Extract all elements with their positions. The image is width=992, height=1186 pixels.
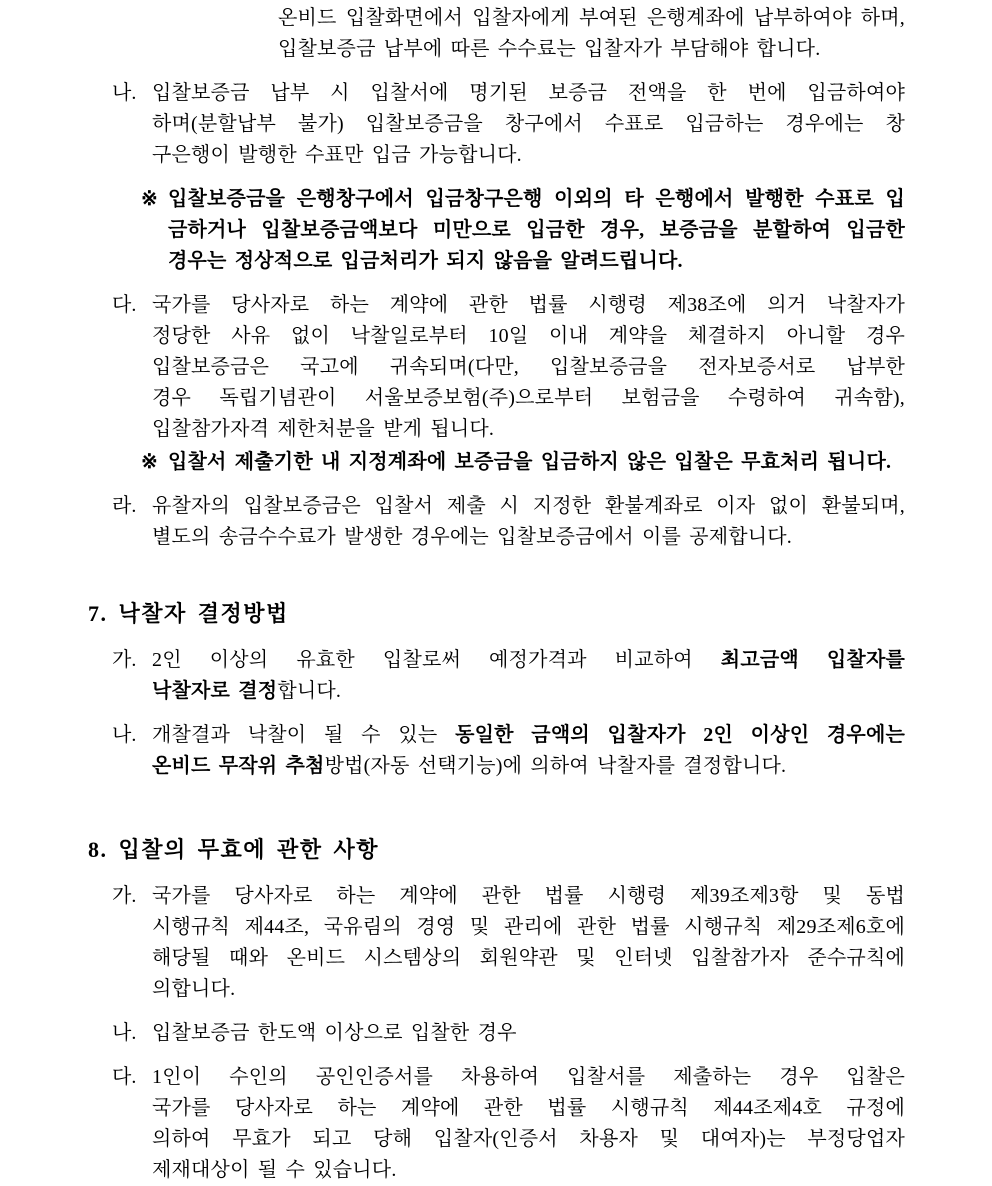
text-line [152,1062,905,1093]
text-segment: 입찰보증금 납부에 따른 수수료는 입찰자가 부담해야 합니다. [278,38,821,60]
text-segment: 낙찰자로 결정 [152,680,278,702]
text-line [168,246,905,277]
text-segment: 입찰참가자격 제한처분을 받게 됩니다. [152,418,495,440]
text-segment: 금하거나 입찰보증금액보다 미만으로 입금한 경우, 보증금을 분할하여 입금한 [168,219,905,241]
text-line [152,321,905,352]
list-item [0,290,905,445]
text-segment: 유찰자의 입찰보증금은 입찰서 제출 시 지정한 환불계좌로 이자 없이 환불되며, [152,495,905,517]
text-segment: 입찰서 제출기한 내 지정계좌에 보증금을 입금하지 않은 입찰은 무효처리 됩니다. [168,451,892,473]
continuation-paragraph [278,3,905,65]
text-segment: 입찰보증금은 국고에 귀속되며(다만, 입찰보증금을 전자보증서로 납부한 [152,356,905,378]
text-segment: 방법(자동 선택기능)에 의하여 낙찰자를 결정합니다. [324,755,787,777]
item-label: 다. [112,1066,137,1088]
text-segment: 입찰보증금을 은행창구에서 입금창구은행 이외의 타 은행에서 발행한 수표로 입 [168,188,905,210]
text-segment: 경우 독립기념관이 서울보증보험(주)으로부터 보험금을 수령하여 귀속함), [152,387,905,409]
item-label: 다. [112,294,137,316]
text-segment: 2인 이상의 유효한 입찰로써 예정가격과 비교하여 [152,649,721,671]
text-segment: 개찰결과 낙찰이 될 수 있는 [152,724,456,746]
item-label: 가. [112,885,137,907]
text-segment: 입찰보증금 납부 시 입찰서에 명기된 보증금 전액을 한 번에 입금하여야 [152,82,905,104]
text-line [168,447,905,478]
text-line [168,215,905,246]
text-segment: 제재대상이 될 수 있습니다. [152,1159,397,1181]
list-item [0,881,905,1005]
text-segment: 경우는 정상적으로 입금처리가 되지 않음을 알려드립니다. [168,250,683,272]
section-heading: 7. 낙찰자 결정방법 [88,601,289,626]
text-segment: 온비드 입찰화면에서 입찰자에게 부여된 은행계좌에 납부하여야 하며, [278,7,905,29]
text-line [152,109,905,140]
text-segment: 온비드 무작위 추첨 [152,755,325,777]
text-line [152,912,905,943]
text-segment: 합니다. [277,680,342,702]
list-item [0,645,905,707]
text-segment: 국가를 당사자로 하는 계약에 관한 법률 시행규칙 제44조제4호 규정에 [152,1097,905,1119]
text-line [152,140,905,171]
text-line [152,491,905,522]
note-marker: ※ [141,188,158,210]
list-item [0,1062,905,1186]
item-label: 가. [112,649,137,671]
text-line [278,3,905,34]
text-line [152,1093,905,1124]
text-segment: 국가를 당사자로 하는 계약에 관한 법률 시행령 제38조에 의거 낙찰자가 [152,294,905,316]
section-heading: 8. 입찰의 무효에 관한 사항 [88,837,380,862]
text-segment: 입찰보증금 한도액 이상으로 입찰한 경우 [152,1022,517,1044]
text-line [152,414,905,445]
text-segment: 정당한 사유 없이 낙찰일로부터 10일 이내 계약을 체결하지 아니할 경우 [152,325,905,347]
text-segment: 의하여 무효가 되고 당해 입찰자(인증서 차용자 및 대여자)는 부정당업자 [152,1128,905,1150]
note-item [0,184,905,277]
text-line [152,645,905,676]
text-line [152,383,905,414]
text-segment: 국가를 당사자로 하는 계약에 관한 법률 시행령 제39조제3항 및 동법 [152,885,905,907]
note-item [0,447,905,478]
text-line [278,34,905,65]
text-line [152,943,905,1005]
text-line [152,290,905,321]
text-segment: 동일한 금액의 입찰자가 2인 이상인 경우에는 [455,724,905,746]
item-label: 라. [112,495,137,517]
text-line [168,184,905,215]
text-line [152,522,905,553]
note-marker: ※ [141,451,158,473]
item-label: 나. [112,724,137,746]
list-item [0,491,905,553]
list-item [0,78,905,171]
text-segment: 시행규칙 제44조, 국유림의 경영 및 관리에 관한 법률 시행규칙 제29조제6호에 [152,916,905,938]
text-segment: 해당될 때와 온비드 시스템상의 회원약관 및 인터넷 입찰참가자 준수규칙에 의합니다. [152,947,905,1000]
text-line [152,751,905,782]
text-line [152,881,905,912]
list-item [0,720,905,782]
document-content [0,3,992,1186]
text-line [152,352,905,383]
text-line [152,1018,905,1049]
text-line [152,720,905,751]
text-segment: 하며(분할납부 불가) 입찰보증금을 창구에서 수표로 입금하는 경우에는 창 [152,113,905,135]
text-segment: 1인이 수인의 공인인증서를 차용하여 입찰서를 제출하는 경우 입찰은 [152,1066,905,1088]
text-segment: 별도의 송금수수료가 발생한 경우에는 입찰보증금에서 이를 공제합니다. [152,526,792,548]
item-label: 나. [112,82,137,104]
text-line [152,1155,905,1186]
text-line [152,78,905,109]
text-line [152,676,905,707]
item-label: 나. [112,1022,137,1044]
list-item [0,1018,905,1049]
text-segment: 최고금액 입찰자를 [720,649,905,671]
text-segment: 구은행이 발행한 수표만 입금 가능합니다. [152,144,522,166]
text-line [152,1124,905,1155]
